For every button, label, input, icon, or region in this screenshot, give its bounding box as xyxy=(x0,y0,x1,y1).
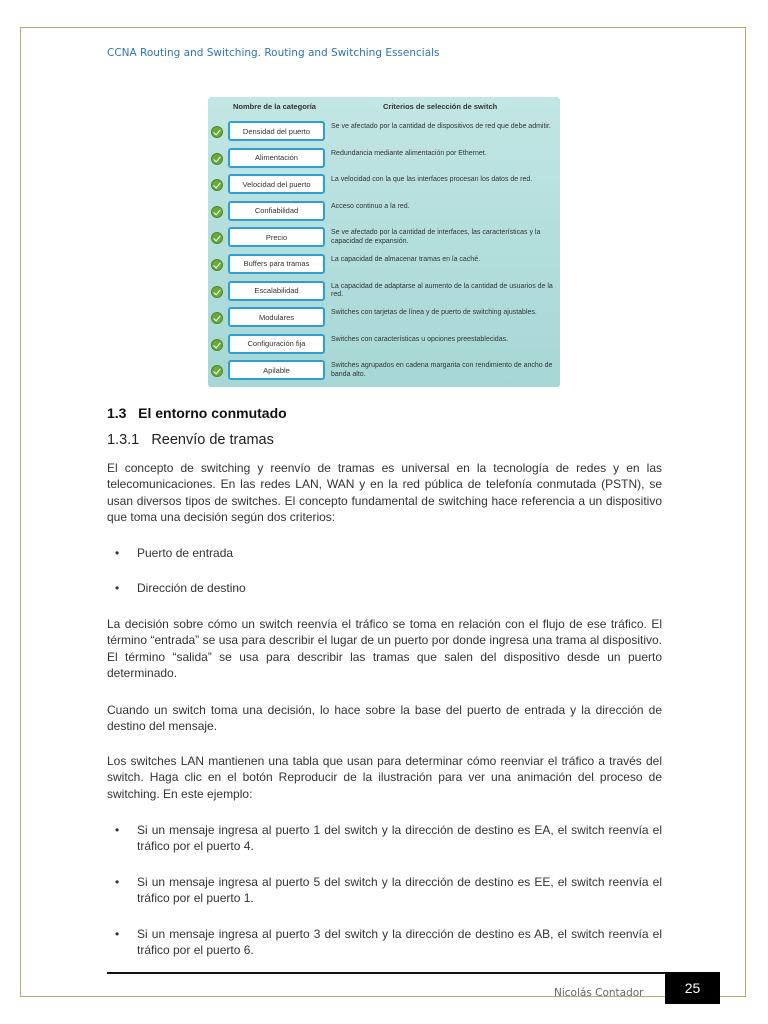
bullet-icon: • xyxy=(115,875,120,889)
criteria-row xyxy=(208,199,560,226)
checkmark-icon xyxy=(211,339,223,351)
bullet-icon: • xyxy=(115,546,120,560)
criteria-column-header: Criterios de selección de switch xyxy=(383,102,498,111)
bullet-item: Dirección de destino xyxy=(137,581,246,595)
criteria-text: Acceso continuo a la red. xyxy=(331,202,410,210)
category-button[interactable]: Escalabilidad xyxy=(228,281,325,301)
checkmark-icon xyxy=(211,179,223,191)
category-button[interactable]: Alimentación xyxy=(228,148,325,168)
page-number: 25 xyxy=(665,972,720,1004)
checkmark-icon xyxy=(211,259,223,271)
category-button[interactable]: Velocidad del puerto xyxy=(228,174,325,194)
criteria-rows xyxy=(208,119,560,385)
criteria-text: La velocidad con la que las interfaces procesan los datos de red. xyxy=(331,176,533,184)
criteria-row xyxy=(208,119,560,146)
criteria-text: Se ve afectado por la cantidad de interfaces, las características y la capacidad de expansión. xyxy=(331,229,541,245)
switch-criteria-figure xyxy=(208,97,560,387)
footer-rule xyxy=(107,972,719,974)
checkmark-icon xyxy=(211,126,223,138)
category-button[interactable]: Apilable xyxy=(228,360,325,380)
criteria-row xyxy=(208,225,560,252)
paragraph-intro: El concepto de switching y reenvío de tramas es universal en la tecnología de redes y en las telecomunicaciones. En las redes LAN, WAN y en la red pública de telefonía conmutada (PSTN), se usan diversos tipos de switches. El concepto fundamental de switching hace referencia a un dispositivo que toma una decisión según dos criterios: xyxy=(107,461,662,525)
criteria-row xyxy=(208,305,560,332)
criteria-text: La capacidad de almacenar tramas en la caché. xyxy=(331,255,481,263)
criteria-row xyxy=(208,332,560,359)
checkmark-icon xyxy=(211,365,223,377)
paragraph-decision: La decisión sobre cómo un switch reenvía el tráfico se toma en relación con el flujo de ese tráfico. El término “entrada” se usa para describir el lugar de un puerto por donde ingresa una trama al dispositivo. El término “salida” se usa para describir las tramas que salen del dispositivo desde un puerto determinado. xyxy=(107,617,662,681)
category-button[interactable]: Configuración fija xyxy=(228,334,325,354)
category-button[interactable]: Confiabilidad xyxy=(228,201,325,221)
checkmark-icon xyxy=(211,153,223,165)
category-button[interactable]: Precio xyxy=(228,227,325,247)
criteria-text: Switches con características u opciones preestablecidas. xyxy=(331,335,509,343)
bullet-icon: • xyxy=(115,927,120,941)
category-button[interactable]: Densidad del puerto xyxy=(228,121,325,141)
category-column-header: Nombre de la categoría xyxy=(233,102,316,111)
paragraph-switch-decision: Cuando un switch toma una decisión, lo hace sobre la base del puerto de entrada y la dirección de destino del mensaje. xyxy=(107,703,662,734)
criteria-row xyxy=(208,358,560,385)
bullet-item: Si un mensaje ingresa al puerto 5 del switch y la dirección de destino es EE, el switch reenvía el tráfico por el puerto 1. xyxy=(137,875,662,906)
checkmark-icon xyxy=(211,206,223,218)
criteria-text: La capacidad de adaptarse al aumento de la cantidad de usuarios de la red. xyxy=(331,282,553,298)
criteria-text: Redundancia mediante alimentación por Ethernet. xyxy=(331,149,487,157)
bullet-icon: • xyxy=(115,823,120,837)
checkmark-icon xyxy=(211,286,223,298)
header-title: CCNA Routing and Switching. Routing and Switching Essencials xyxy=(107,47,440,59)
subsection-heading: 1.3.1 Reenvío de tramas xyxy=(107,432,274,448)
checkmark-icon xyxy=(211,232,223,244)
category-button[interactable]: Modulares xyxy=(228,307,325,327)
bullet-item: Puerto de entrada xyxy=(137,546,234,560)
criteria-row xyxy=(208,252,560,279)
criteria-text: Se ve afectado por la cantidad de dispositivos de red que debe admitir. xyxy=(331,123,551,130)
footer-author: Nicolás Contador xyxy=(554,987,644,999)
section-heading: 1.3 El entorno conmutado xyxy=(107,405,287,421)
criteria-row xyxy=(208,172,560,199)
criteria-text: Switches agrupados en cadena margarita con rendimiento de ancho de banda alto. xyxy=(331,362,553,378)
bullet-item: Si un mensaje ingresa al puerto 1 del switch y la dirección de destino es EA, el switch reenvía el tráfico por el puerto 4. xyxy=(137,823,662,854)
category-button[interactable]: Buffers para tramas xyxy=(228,254,325,274)
paragraph-mac-table: Los switches LAN mantienen una tabla que usan para determinar cómo reenviar el tráfico a través del switch. Haga clic en el botón Reproducir de la ilustración para ver una animación del proceso de switching. En este ejemplo: xyxy=(107,754,662,801)
checkmark-icon xyxy=(211,312,223,324)
criteria-row xyxy=(208,146,560,173)
bullet-item: Si un mensaje ingresa al puerto 3 del switch y la dirección de destino es AB, el switch reenvía el tráfico por el puerto 6. xyxy=(137,927,662,958)
criteria-text: Switches con tarjetas de línea y de puerto de switching ajustables. xyxy=(331,309,537,317)
bullet-icon: • xyxy=(115,581,120,595)
criteria-row xyxy=(208,279,560,306)
